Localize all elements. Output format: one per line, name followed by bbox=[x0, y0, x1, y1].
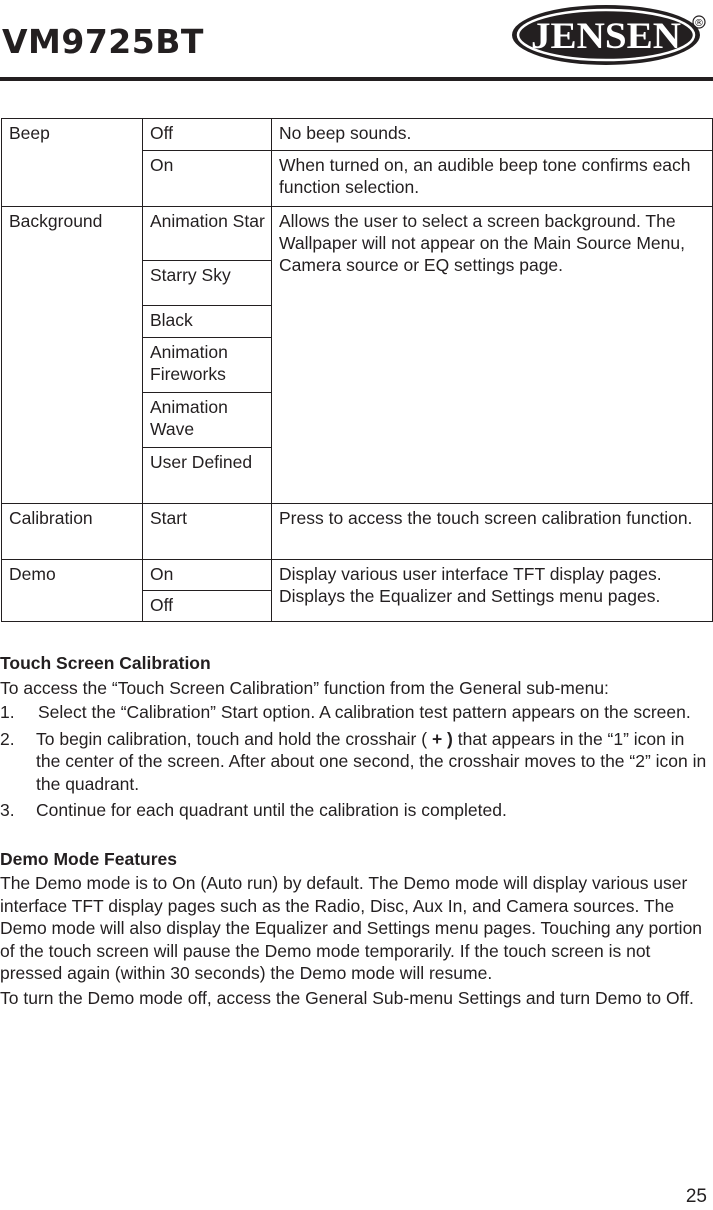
setting-description: No beep sounds. bbox=[272, 119, 713, 151]
page-header bbox=[0, 0, 713, 82]
setting-option: Animation Star bbox=[143, 207, 272, 261]
step-number: 2. bbox=[0, 728, 15, 749]
setting-option: Start bbox=[143, 504, 272, 560]
step-text bbox=[36, 728, 713, 796]
setting-option: On bbox=[143, 151, 272, 207]
calibration-heading: Touch Screen Calibration bbox=[0, 653, 211, 673]
crosshair-symbol: + ) bbox=[431, 728, 453, 749]
registered-mark: ® bbox=[694, 18, 704, 29]
brand-text: JENSEN bbox=[531, 16, 682, 57]
setting-option: Starry Sky bbox=[143, 261, 272, 306]
page-number: 25 bbox=[685, 1186, 707, 1207]
setting-name: Background bbox=[2, 207, 143, 504]
step-text-after: that appears in the “1” icon in the center of the screen. After about one second, the crosshair moves to the “2” icon in the quadrant. bbox=[36, 728, 707, 794]
jensen-logo bbox=[510, 2, 710, 68]
step-text: Select the “Calibration” Start option. A calibration test pattern appears on the screen. bbox=[38, 702, 691, 722]
setting-description: Press to access the touch screen calibration function. bbox=[272, 504, 713, 560]
step-text-before: To begin calibration, touch and hold the crosshair ( bbox=[36, 728, 432, 749]
setting-description: When turned on, an audible beep tone confirms each function selection. bbox=[272, 151, 713, 207]
setting-description: Allows the user to select a screen background. The Wallpaper will not appear on the Main Source Menu, Camera source or EQ settings page. bbox=[272, 207, 713, 504]
demo-heading: Demo Mode Features bbox=[0, 848, 177, 869]
table-row bbox=[2, 560, 713, 591]
calibration-steps bbox=[0, 701, 713, 822]
table-row bbox=[2, 504, 713, 560]
step-number: 1. bbox=[0, 702, 15, 722]
setting-option: Black bbox=[143, 306, 272, 338]
header-rule bbox=[0, 77, 713, 81]
setting-description: Display various user interface TFT display pages. Displays the Equalizer and Settings menu pages. bbox=[272, 560, 713, 622]
setting-option: User Defined bbox=[143, 448, 272, 504]
table-row bbox=[2, 119, 713, 151]
setting-name: Beep bbox=[2, 119, 143, 207]
settings-table bbox=[1, 118, 713, 622]
list-item bbox=[0, 701, 713, 724]
setting-name: Demo bbox=[2, 560, 143, 622]
step-text: Continue for each quadrant until the calibration is completed. bbox=[36, 800, 507, 820]
setting-option: Animation Wave bbox=[143, 393, 272, 448]
list-item bbox=[0, 799, 713, 822]
setting-option: Off bbox=[143, 119, 272, 151]
demo-paragraph-2: To turn the Demo mode off, access the General Sub-menu Settings and turn Demo to Off. bbox=[0, 987, 694, 1008]
list-item bbox=[0, 728, 713, 796]
model-number: VM9725BT bbox=[2, 22, 204, 61]
setting-option: Animation Fireworks bbox=[143, 338, 272, 393]
step-number: 3. bbox=[0, 800, 15, 820]
setting-option: On bbox=[143, 560, 272, 591]
setting-option: Off bbox=[143, 591, 272, 622]
calibration-intro: To access the “Touch Screen Calibration” function from the General sub-menu: bbox=[0, 677, 609, 698]
demo-paragraph-1: The Demo mode is to On (Auto run) by default. The Demo mode will display various user interface TFT display pages such as the Radio, Disc, Aux In, and Camera sources. The Demo mode will also display the Equalizer and Settings menu pages. Touching any portion of the touch screen will pause the Demo mode temporarily. If the touch screen is not pressed again (within 30 seconds) the Demo mode will resume. bbox=[0, 873, 703, 983]
setting-name: Calibration bbox=[2, 504, 143, 560]
body-content bbox=[0, 652, 713, 1009]
table-row bbox=[2, 207, 713, 261]
